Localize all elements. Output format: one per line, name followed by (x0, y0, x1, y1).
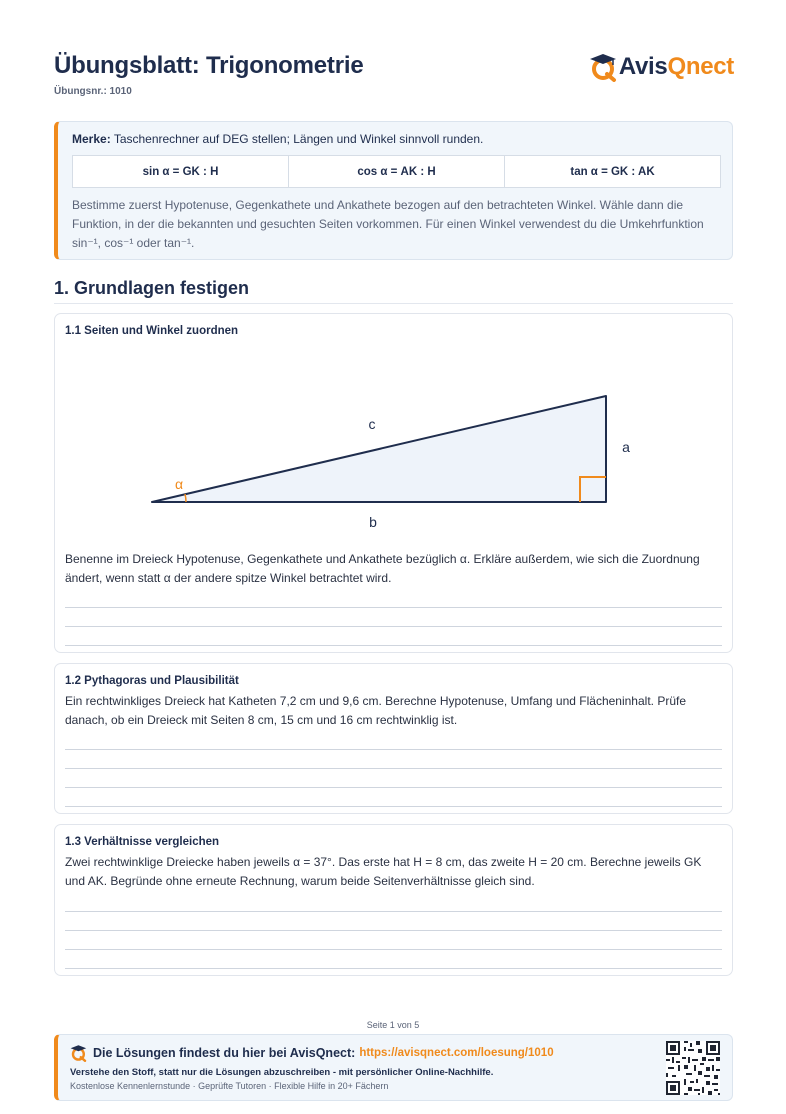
task-1-3 (54, 824, 733, 976)
label-b: b (369, 514, 377, 530)
solutions-footer (54, 1034, 733, 1101)
section-divider (54, 303, 733, 304)
graduation-q-icon (589, 52, 619, 82)
answer-line (65, 911, 722, 912)
formula-table (72, 155, 721, 188)
page-number: Seite 1 von 5 (366, 1020, 420, 1030)
avisqnect-logo (589, 52, 734, 82)
answer-line (65, 607, 722, 608)
merke-text: Taschenrechner auf DEG stellen; Längen und Winkel sinnvoll runden. (113, 132, 484, 146)
merke-explanation: Bestimme zuerst Hypotenuse, Gegenkathete und Ankathete bezogen auf den betrachteten Winkel. Wähle dann die Funktion, in der die bekannten und gesuchten Seiten vorkommen. Für einen Winkel verwendest du die Umkehrfunktion sin⁻¹, cos⁻¹ oder tan⁻¹. (72, 198, 704, 250)
page-title: Übungsblatt: Trigonometrie (54, 52, 364, 79)
answer-line (65, 949, 722, 950)
triangle-shape (152, 396, 606, 502)
task-title: 1.2 Pythagoras und Plausibilität (65, 675, 239, 687)
graduation-q-icon (70, 1044, 88, 1062)
page-header (54, 52, 734, 102)
task-text: Ein rechtwinkliges Dreieck hat Katheten 7,2 cm und 9,6 cm. Berechne Hypotenuse, Umfang und Flächeninhalt. Prüfe danach, ob ein Dreieck mit Seiten 8 cm, 15 cm und 16 cm rechtwinklig ist. (65, 694, 687, 727)
task-title: 1.1 Seiten und Winkel zuordnen (65, 325, 239, 337)
answer-line (65, 768, 722, 769)
answer-line (65, 645, 722, 646)
answer-line (65, 968, 722, 969)
section-title: 1. Grundlagen festigen (54, 278, 250, 298)
formula-tan: tan α = GK : AK (570, 165, 655, 178)
answer-line (65, 749, 722, 750)
merke-box (54, 121, 733, 260)
answer-line (65, 930, 722, 931)
formula-cos: cos α = AK : H (289, 156, 505, 187)
footer-features: Kostenlose Kennenlernstunde · Geprüfte Tutoren · Flexible Hilfe in 20+ Fächern (70, 1081, 389, 1091)
triangle-figure (55, 314, 734, 544)
label-c: c (368, 416, 376, 432)
label-alpha: α (174, 476, 184, 492)
merke-line (72, 132, 720, 146)
qr-code-icon[interactable] (666, 1041, 720, 1095)
answer-line (65, 806, 722, 807)
footer-tagline: Verstehe den Stoff, statt nur die Lösungen abzuschreiben - mit persönlicher Online-Nachhilfe. (70, 1067, 494, 1078)
task-text: Zwei rechtwinklige Dreiecke haben jeweils α = 37°. Das erste hat H = 8 cm, das zweite H = 20 cm. Berechne jeweils GK und AK. Begründe ohne erneute Rechnung, warum beide Seitenverhältnisse gleich sind. (65, 855, 702, 888)
footer-headline-text: Die Lösungen findest du hier bei AvisQnect: (93, 1046, 356, 1060)
task-text: Benenne im Dreieck Hypotenuse, Gegenkathete und Ankathete bezüglich α. Erkläre außerdem, wie sich die Zuordnung ändert, wenn statt α der andere spitze Winkel betrachtet wird. (65, 552, 700, 585)
answer-line (65, 787, 722, 788)
solutions-link[interactable]: https://avisqnect.com/loesung/1010 (359, 1047, 554, 1059)
answer-line (65, 626, 722, 627)
label-a: a (622, 439, 630, 455)
formula-sin: sin α = GK : H (73, 156, 289, 187)
merke-label: Merke: (72, 132, 111, 146)
footer-headline (70, 1044, 554, 1062)
logo-text: AvisQnect (618, 53, 734, 80)
task-1-2 (54, 663, 733, 814)
task-title: 1.3 Verhältnisse vergleichen (65, 836, 220, 848)
exercise-number: Übungsnr.: 1010 (54, 86, 132, 97)
task-1-1 (54, 313, 733, 653)
